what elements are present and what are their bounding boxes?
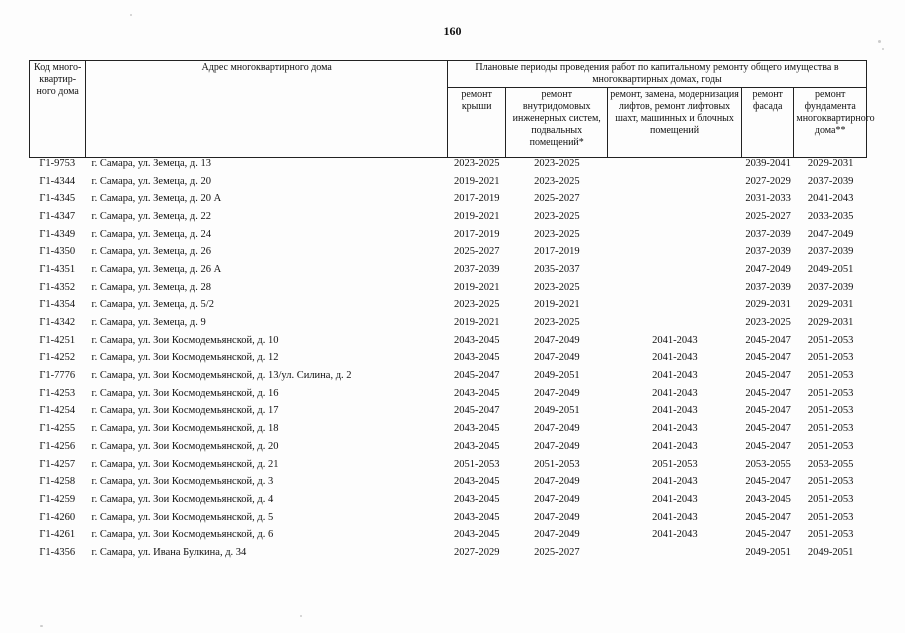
header-address: Адрес многоквартирного дома [86,61,448,158]
cell-address: г. Самара, ул. Зои Космодемьянской, д. 13/ул. Силина, д. 2 [91,370,352,382]
cell-address: г. Самара, ул. Зои Космодемьянской, д. 20 [91,440,279,452]
cell-code: Г1-4351 [39,263,76,275]
cell-systems: 2049-2051 [534,370,580,382]
cell-code: Г1-4251 [39,334,76,346]
cell-address: г. Самара, ул. Земеца, д. 20 [91,175,212,187]
cell-address: г. Самара, ул. Зои Космодемьянской, д. 17 [91,405,279,417]
header-foundation: ремонт фундамента многоквартирного дома** [794,88,867,158]
cell-code: Г1-4256 [39,440,76,452]
cell-code: Г1-4354 [39,299,76,311]
table-row [29,491,867,509]
cell-lifts: 2041-2043 [652,476,698,488]
table-row [29,297,867,315]
cell-foundation: 2029-2031 [807,299,854,311]
table-row [29,509,867,527]
cell-address: г. Самара, ул. Зои Космодемьянской, д. 6 [91,529,274,541]
cell-address: г. Самара, ул. Земеца, д. 26 А [91,263,222,275]
cell-foundation: 2051-2053 [807,476,854,488]
cell-lifts: 2041-2043 [652,387,698,399]
cell-roof: 2019-2021 [453,317,500,329]
table-row [29,243,867,261]
cell-facade: 2045-2047 [745,387,791,399]
cell-code: Г1-7776 [39,370,76,382]
cell-code: Г1-4350 [39,246,76,258]
cell-roof: 2025-2027 [453,246,500,258]
scan-speck [882,48,884,50]
table-row [29,190,867,208]
cell-roof: 2043-2045 [453,423,500,435]
cell-facade: 2045-2047 [745,405,791,417]
cell-address: г. Самара, ул. Земеца, д. 24 [91,228,212,240]
cell-foundation: 2037-2039 [807,246,854,258]
cell-facade: 2045-2047 [745,476,791,488]
cell-foundation: 2051-2053 [807,529,854,541]
cell-address: г. Самара, ул. Земеца, д. 9 [91,317,206,329]
cell-code: Г1-4252 [39,352,76,364]
header-periods-group: Плановые периоды проведения работ по капитальному ремонту общего имущества в многоквартирных домах, годы [447,61,866,88]
table-row [29,314,867,332]
cell-facade: 2049-2051 [745,546,791,558]
table-row [29,385,867,403]
cell-facade: 2045-2047 [745,440,791,452]
scan-speck [130,14,132,16]
cell-facade: 2045-2047 [745,511,791,523]
table-row [29,473,867,491]
cell-facade: 2053-2055 [745,458,791,470]
cell-systems: 2017-2019 [534,246,580,258]
cell-address: г. Самара, ул. Зои Космодемьянской, д. 10 [91,334,279,346]
cell-code: Г1-4342 [39,317,76,329]
cell-facade: 2039-2041 [745,157,791,169]
cell-lifts: 2041-2043 [652,370,698,382]
cell-address: г. Самара, ул. Земеца, д. 13 [91,157,212,169]
cell-systems: 2047-2049 [534,476,580,488]
cell-address: г. Самара, ул. Земеца, д. 20 А [91,193,222,205]
cell-systems: 2047-2049 [534,423,580,435]
cell-address: г. Самара, ул. Земеца, д. 5/2 [91,299,214,311]
cell-address: г. Самара, ул. Зои Космодемьянской, д. 21 [91,458,279,470]
cell-roof: 2043-2045 [453,493,500,505]
table-row [29,173,867,191]
cell-facade: 2045-2047 [745,352,791,364]
cell-lifts: 2051-2053 [652,458,698,470]
header-code: Код много-квартир-ного дома [30,61,86,158]
table-header [29,60,875,158]
cell-roof: 2017-2019 [453,228,500,240]
cell-code: Г1-4257 [39,458,76,470]
cell-roof: 2017-2019 [453,193,500,205]
cell-systems: 2047-2049 [534,334,580,346]
cell-facade: 2037-2039 [745,281,791,293]
cell-foundation: 2051-2053 [807,387,854,399]
cell-systems: 2023-2025 [534,281,580,293]
cell-foundation: 2037-2039 [807,281,854,293]
cell-code: Г1-4344 [39,175,76,187]
cell-address: г. Самара, ул. Земеца, д. 26 [91,246,212,258]
cell-address: г. Самара, ул. Зои Космодемьянской, д. 4 [91,493,274,505]
cell-lifts: 2041-2043 [652,405,698,417]
cell-systems: 2047-2049 [534,440,580,452]
cell-facade: 2045-2047 [745,423,791,435]
cell-facade: 2025-2027 [745,210,791,222]
cell-code: Г1-4347 [39,210,76,222]
cell-code: Г1-4253 [39,387,76,399]
cell-systems: 2023-2025 [534,317,580,329]
cell-foundation: 2047-2049 [807,228,854,240]
cell-roof: 2045-2047 [453,405,500,417]
table-row [29,456,867,474]
cell-foundation: 2049-2051 [807,263,854,275]
cell-systems: 2023-2025 [534,228,580,240]
cell-lifts: 2041-2043 [652,511,698,523]
cell-lifts [608,243,742,261]
cell-roof: 2043-2045 [453,334,500,346]
cell-address: г. Самара, ул. Зои Космодемьянской, д. 5 [91,511,274,523]
table-row [29,208,867,226]
cell-code: Г1-4352 [39,281,76,293]
cell-systems: 2025-2027 [534,546,580,558]
table-body [29,155,867,562]
cell-facade: 2037-2039 [745,246,791,258]
cell-address: г. Самара, ул. Земеца, д. 28 [91,281,212,293]
cell-lifts: 2041-2043 [652,334,698,346]
cell-facade: 2037-2039 [745,228,791,240]
cell-foundation: 2033-2035 [807,210,854,222]
cell-systems: 2047-2049 [534,511,580,523]
cell-lifts: 2041-2043 [652,440,698,452]
cell-foundation: 2029-2031 [807,157,854,169]
cell-lifts [608,173,742,191]
page-number: 160 [443,24,462,38]
cell-roof: 2043-2045 [453,352,500,364]
cell-lifts: 2041-2043 [652,493,698,505]
cell-lifts [608,544,742,562]
cell-foundation: 2051-2053 [807,370,854,382]
cell-code: Г1-4255 [39,423,76,435]
table-row [29,261,867,279]
cell-roof: 2037-2039 [453,263,500,275]
cell-facade: 2045-2047 [745,370,791,382]
cell-foundation: 2051-2053 [807,352,854,364]
cell-roof: 2045-2047 [453,370,500,382]
cell-roof: 2043-2045 [453,476,500,488]
header-roof: ремонт крыши [447,88,505,158]
cell-systems: 2047-2049 [534,352,580,364]
cell-systems: 2047-2049 [534,387,580,399]
table-row [29,403,867,421]
cell-roof: 2019-2021 [453,281,500,293]
cell-roof: 2023-2025 [453,299,500,311]
cell-roof: 2051-2053 [453,458,500,470]
cell-systems: 2049-2051 [534,405,580,417]
cell-roof: 2019-2021 [453,175,500,187]
cell-foundation: 2051-2053 [807,511,854,523]
cell-systems: 2051-2053 [534,458,580,470]
cell-roof: 2027-2029 [453,546,500,558]
cell-systems: 2023-2025 [534,175,580,187]
cell-foundation: 2029-2031 [807,317,854,329]
table-row [29,544,867,562]
table-row [29,526,867,544]
cell-address: г. Самара, ул. Зои Космодемьянской, д. 12 [91,352,279,364]
cell-address: г. Самара, ул. Зои Космодемьянской, д. 3 [91,476,274,488]
header-systems: ремонт внутридомовых инженерных систем, подвальных помещений* [506,88,608,158]
header-lifts: ремонт, замена, модернизация лифтов, ремонт лифтовых шахт, машинных и блочных помещений [608,88,742,158]
cell-address: г. Самара, ул. Зои Космодемьянской, д. 18 [91,423,279,435]
cell-foundation: 2053-2055 [807,458,854,470]
table-row [29,279,867,297]
cell-code: Г1-4356 [39,546,76,558]
cell-roof: 2023-2025 [453,157,500,169]
cell-facade: 2047-2049 [745,263,791,275]
cell-lifts [608,190,742,208]
cell-systems: 2023-2025 [534,157,580,169]
cell-facade: 2029-2031 [745,299,791,311]
scan-speck [300,615,302,617]
table-row [29,332,867,350]
cell-foundation: 2051-2053 [807,493,854,505]
cell-lifts [608,261,742,279]
cell-systems: 2019-2021 [534,299,580,311]
cell-code: Г1-4261 [39,529,76,541]
table-row [29,438,867,456]
cell-facade: 2031-2033 [745,193,791,205]
cell-foundation: 2049-2051 [807,546,854,558]
cell-code: Г1-9753 [39,157,76,169]
scan-speck [40,625,43,627]
cell-systems: 2035-2037 [534,263,580,275]
cell-lifts [608,226,742,244]
cell-code: Г1-4259 [39,493,76,505]
cell-roof: 2043-2045 [453,511,500,523]
table-row [29,155,867,173]
cell-code: Г1-4349 [39,228,76,240]
cell-lifts [608,279,742,297]
scan-speck [878,40,881,43]
cell-systems: 2023-2025 [534,210,580,222]
cell-code: Г1-4254 [39,405,76,417]
cell-address: г. Самара, ул. Земеца, д. 22 [91,210,212,222]
cell-roof: 2043-2045 [453,529,500,541]
cell-roof: 2019-2021 [453,210,500,222]
cell-lifts: 2041-2043 [652,529,698,541]
cell-foundation: 2051-2053 [807,334,854,346]
cell-code: Г1-4345 [39,193,76,205]
cell-lifts: 2041-2043 [652,352,698,364]
cell-lifts: 2041-2043 [652,423,698,435]
cell-systems: 2047-2049 [534,529,580,541]
table-row [29,226,867,244]
cell-facade: 2045-2047 [745,334,791,346]
cell-facade: 2027-2029 [745,175,791,187]
cell-foundation: 2051-2053 [807,440,854,452]
table-row [29,367,867,385]
cell-facade: 2043-2045 [745,493,791,505]
cell-code: Г1-4260 [39,511,76,523]
cell-facade: 2023-2025 [745,317,791,329]
cell-foundation: 2041-2043 [807,193,854,205]
cell-lifts [608,155,742,173]
cell-systems: 2047-2049 [534,493,580,505]
table-row [29,420,867,438]
cell-systems: 2025-2027 [534,193,580,205]
table-row [29,350,867,368]
cell-roof: 2043-2045 [453,387,500,399]
cell-foundation: 2037-2039 [807,175,854,187]
cell-address: г. Самара, ул. Ивана Булкина, д. 34 [91,546,247,558]
header-facade: ремонт фасада [742,88,794,158]
cell-lifts [608,208,742,226]
cell-address: г. Самара, ул. Зои Космодемьянской, д. 16 [91,387,279,399]
cell-lifts [608,314,742,332]
cell-foundation: 2051-2053 [807,405,854,417]
cell-foundation: 2051-2053 [807,423,854,435]
cell-roof: 2043-2045 [453,440,500,452]
cell-facade: 2045-2047 [745,529,791,541]
cell-code: Г1-4258 [39,476,76,488]
cell-lifts [608,297,742,315]
